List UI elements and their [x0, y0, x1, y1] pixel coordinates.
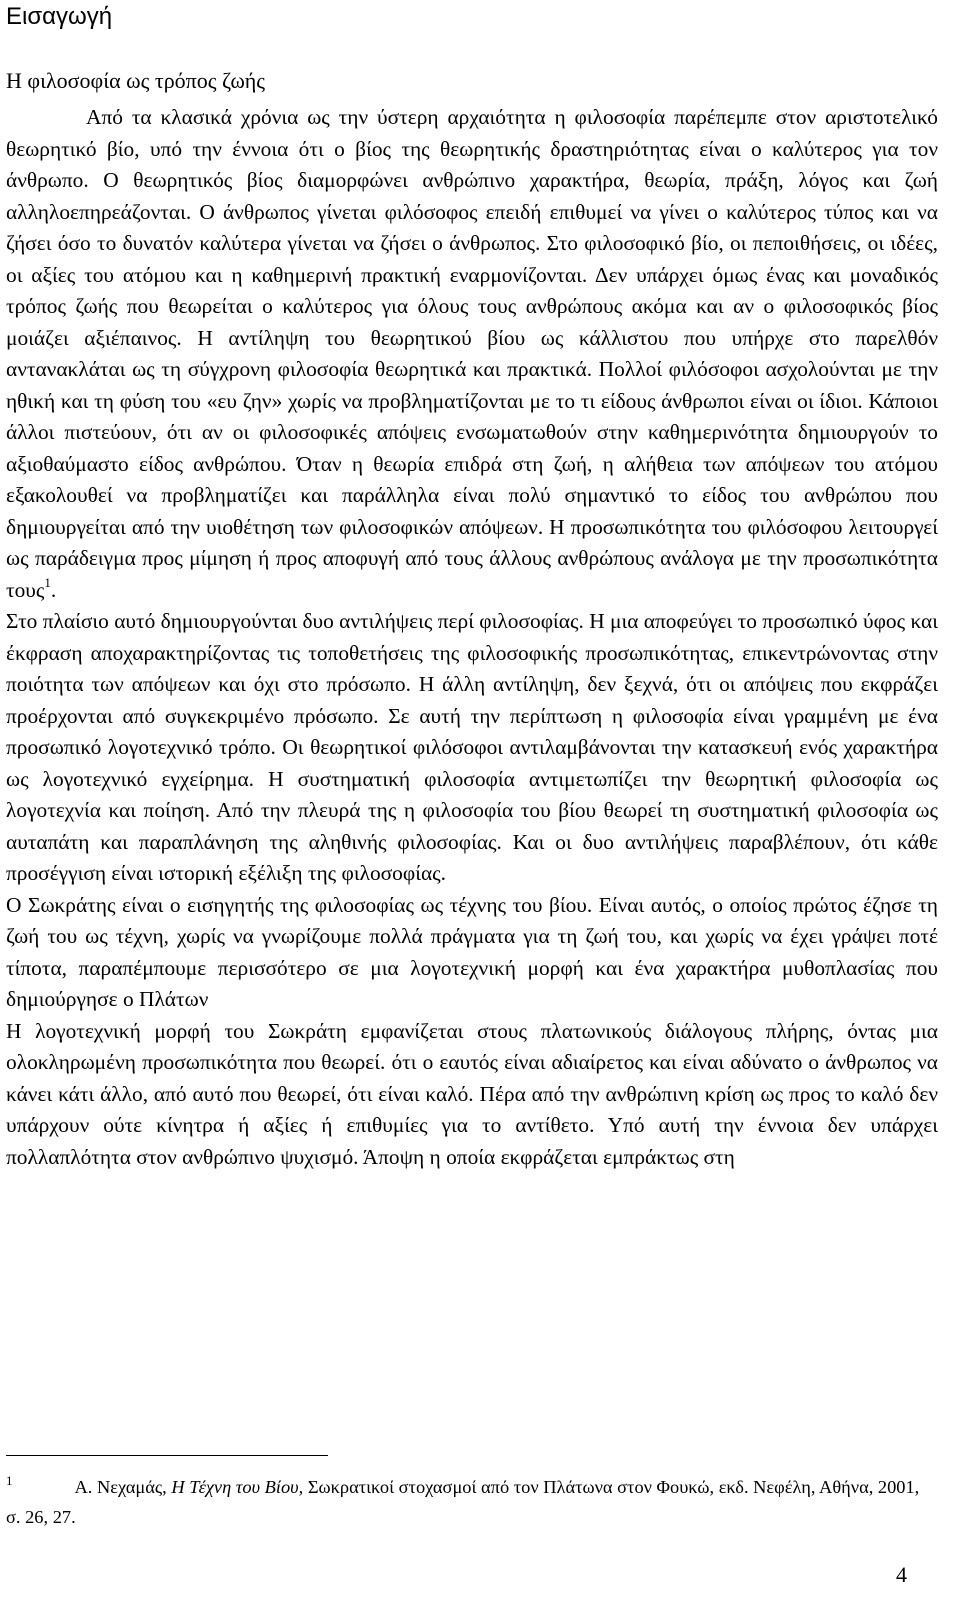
footnote-author: Α. Νεχαμάς,: [74, 1477, 167, 1497]
footnote-citation: Σωκρατικοί στοχασμοί από τον Πλάτωνα στον Φουκώ, εκδ. Νεφέλη, Αθήνα, 2001, σ. 26, 27.: [6, 1477, 920, 1527]
section-title: Η φιλοσοφία ως τρόπος ζωής: [6, 68, 266, 93]
footnote-reference: 1: [44, 574, 51, 590]
footnote: [6, 1466, 938, 1532]
footnote-separator: [6, 1455, 328, 1456]
paragraph-2: Στο πλαίσιο αυτό δημιουργούνται δυο αντιλήψεις περί φιλοσοφίας. Η μια αποφεύγει το προσωπικό ύφος και έκφραση αποχαρακτηρίζοντας τις τοποθετήσεις της φιλοσοφικής προσωπικότητας, επικεντρώνοντας στην ποιότητα των απόψεων και όχι στο πρόσωπο. Η άλλη αντίληψη, δεν ξεχνά, ότι οι απόψεις που εκφράζει προέρχονται από συγκεκριμένο πρόσωπο. Σε αυτή την περίπτωση η φιλοσοφία είναι γραμμένη με ένα προσωπικό λογοτεχνικό τρόπο. Οι θεωρητικοί φιλόσοφοι αντιλαμβάνονται την κατασκευή ενός χαρακτήρα ως λογοτεχνικό εγχείρημα. Η συστηματική φιλοσοφία αντιμετωπίζει την θεωρητική φιλοσοφία ως λογοτεχνία και ποίηση. Από την πλευρά της η φιλοσοφία του βίου θεωρεί τη συστηματική φιλοσοφία ως αυταπάτη και παραπλάνηση της αληθινής φιλοσοφίας. Και οι δυο αντιλήψεις παραβλέπουν, ότι κάθε προσέγγιση είναι ιστορική εξέλιξη της φιλοσοφίας.: [6, 609, 938, 885]
paragraph-1-text: Από τα κλασικά χρόνια ως την ύστερη αρχαιότητα η φιλοσοφία παρέπεμπε στον αριστοτελικό θεωρητικό βίο, υπό την έννοια ότι ο βίος της θεωρητικής δραστηριότητας είναι ο καλύτερος για τον άνθρωπο. Ο θεωρητικός βίος διαμορφώνει ανθρώπινο χαρακτήρα, θεωρία, πράξη, λόγος και ζωή αλληλοεπηρεάζονται. Ο άνθρωπος γίνεται φιλόσοφος επειδή επιθυμεί να γίνει ο καλύτερος τύπος και να ζήσει όσο το δυνατόν καλύτερα γίνεται να ζήσει ο άνθρωπος. Στο φιλοσοφικό βίο, οι πεποιθήσεις, οι ιδέες, οι αξίες του ατόμου και η καθημερινή πρακτική εναρμονίζονται. Δεν υπάρχει όμως ένας και μοναδικός τρόπος ζωής που θεωρείται ο καλύτερος για όλους τους ανθρώπους ακόμα και αν ο φιλοσοφικός βίος μοιάζει αξιέπαινος. Η αντίληψη του θεωρητικού βίου ως κάλλιστου που υπήρχε στο παρελθόν αντανακλάται ως τη σύγχρονη φιλοσοφία θεωρητικά και πρακτικά. Πολλοί φιλόσοφοι ασχολούνται με την ηθική και τη φύση του «ευ ζην» χωρίς να προβληματίζονται με το τι είδους άνθρωποι είναι οι ίδιοι. Κάποιοι άλλοι πιστεύουν, ότι αν οι φιλοσοφικές απόψεις ενσωματωθούν στην καθημερινότητα δημιουργούν το αξιοθαύμαστο είδος ανθρώπου. Όταν η θεωρία επιδρά στη ζωή, η αλήθεια των απόψεων του ατόμου εξακολουθεί να προβληματίζει και παράλληλα είναι πολύ σημαντικό το είδος του ανθρώπου που δημιουργείται από την υιοθέτηση των φιλοσοφικών απόψεων. Η προσωπικότητα του φιλόσοφου λειτουργεί ως παράδειγμα προς μίμηση ή προς αποφυγή από τους άλλους ανθρώπους ανάλογα με την προσωπικότητα τους: [6, 105, 938, 602]
chapter-heading: Εισαγωγή: [6, 3, 113, 30]
footnote-book-title: Η Τέχνη του Βίου,: [171, 1477, 304, 1497]
page-number: 4: [896, 1562, 907, 1587]
footnote-number: 1: [6, 1473, 13, 1488]
paragraph-4: Η λογοτεχνική μορφή του Σωκράτη εμφανίζεται στους πλατωνικούς διάλογους πλήρης, όντας μια ολοκληρωμένη προσωπικότητα που θεωρεί. ότι ο εαυτός είναι αδιαίρετος και είναι αδύνατο ο άνθρωπος να κάνει κάτι άλλο, από αυτό που θεωρεί, ότι είναι καλό. Πέρα από την ανθρώπινη κρίση ως προς το καλό δεν υπάρχουν ούτε κίνητρα ή αξίες ή επιθυμίες για το αντίθετο. Υπό αυτή την έννοια δεν υπάρχει πολλαπλότητα στον ανθρώπινο ψυχισμό. Άποψη η οποία εκφράζεται εμπράκτως στη: [6, 1018, 938, 1169]
paragraph-3: Ο Σωκράτης είναι ο εισηγητής της φιλοσοφίας ως τέχνης του βίου. Είναι αυτός, ο οποίος πρώτος έζησε τη ζωή του ως τέχνη, χωρίς να γνωρίζουμε πολλά πράγματα για τη ζωή του, και χωρίς να έχει γράψει ποτέ τίποτα, παραπέμπουμε περισσότερο σε μια λογοτεχνική μορφή και ένα χαρακτήρα μυθοπλασίας που δημιούργησε ο Πλάτων: [6, 892, 938, 1011]
paragraph-1: [6, 102, 938, 606]
paragraph-1-end: .: [50, 577, 57, 602]
body-text: [6, 102, 938, 1173]
